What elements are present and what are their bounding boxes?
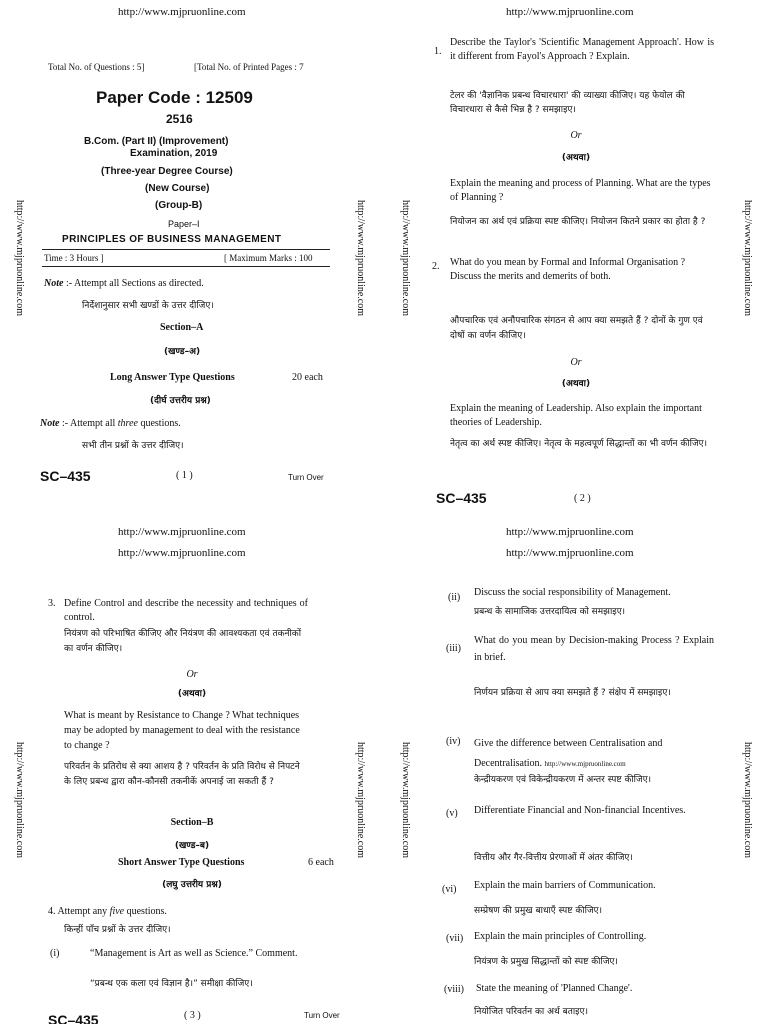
note-2-text-c: questions.	[137, 418, 181, 429]
side-url-left[interactable]: http://www.mjpruonline.com	[14, 742, 25, 859]
turn-over: Turn Over	[288, 473, 324, 482]
item-vii-hindi: नियंत्रण के प्रमुख सिद्धान्तों को स्पष्ट कीजिए।	[474, 957, 618, 967]
paper-number: Paper–I	[168, 219, 200, 229]
note-1	[44, 278, 204, 290]
page-1	[0, 0, 384, 512]
item-v-number: (v)	[446, 808, 458, 819]
item-iii-number: (iii)	[446, 643, 461, 654]
long-answer-marks: 20 each	[292, 372, 323, 383]
or-1-hindi: (अथवा)	[561, 153, 591, 163]
item-iii-hindi: निर्णयन प्रक्रिया से आप क्या समझते हैं ? संक्षेप में समझाइए।	[474, 688, 671, 698]
item-v-text: Differentiate Financial and Non-financial Incentives.	[474, 805, 686, 816]
time-label: Time : 3 Hours ]	[44, 253, 104, 263]
item-vi-hindi: सम्प्रेषण की प्रमुख बाधाएँ स्पष्ट कीजिए।	[474, 906, 603, 916]
or-3-hindi: (अथवा)	[177, 689, 207, 699]
item-vii-text: Explain the main principles of Controlling.	[474, 931, 647, 942]
q2-text: What do you mean by Formal and Informal Organisation ? Discuss the merits and demerits of both.	[450, 257, 686, 282]
side-url-right[interactable]: http://www.mjpruonline.com	[742, 200, 753, 317]
header-url[interactable]: http://www.mjpruonline.com	[506, 526, 634, 538]
note-2	[40, 418, 181, 430]
exam-year: Examination, 2019	[130, 148, 218, 159]
q1-text: Describe the Taylor's 'Scientific Management Approach'. How is it different from Fayol's Approach ? Explain.	[450, 37, 714, 62]
item-iv-text-span: Give the difference between Centralisation and Decentralisation.	[474, 738, 663, 769]
note-2-text-b: three	[117, 418, 138, 429]
short-answer-marks: 6 each	[308, 857, 334, 868]
divider-bottom	[42, 266, 330, 267]
item-vi-text: Explain the main barriers of Communication.	[474, 880, 656, 891]
page-4	[384, 512, 768, 1024]
subject-title: PRINCIPLES OF BUSINESS MANAGEMENT	[62, 234, 282, 245]
side-url-right[interactable]: http://www.mjpruonline.com	[742, 742, 753, 859]
code-2516: 2516	[166, 112, 193, 126]
side-url-left[interactable]: http://www.mjpruonline.com	[400, 742, 411, 859]
side-url-right[interactable]: http://www.mjpruonline.com	[355, 742, 366, 859]
note-2-text-a: :- Attempt all	[61, 418, 118, 429]
item-viii-number: (viii)	[444, 984, 464, 995]
qi-number: (i)	[50, 948, 60, 959]
new-course: (New Course)	[145, 183, 210, 194]
q2-number: 2.	[432, 261, 440, 272]
max-marks: [ Maximum Marks : 100	[224, 253, 313, 263]
page-2	[384, 0, 768, 512]
note-1-hindi: निर्देशानुसार सभी खण्डों के उत्तर दीजिए।	[82, 301, 214, 311]
q3-hindi: नियंत्रण को परिभाषित कीजिए और नियंत्रण की आवश्यकता एवं तकनीकों का वर्णन कीजिए।	[64, 629, 302, 654]
paper-code: Paper Code : 12509	[96, 88, 253, 107]
q2b-hindi: नेतृत्व का अर्थ स्पष्ट कीजिए। नेतृत्व के महत्वपूर्ण सिद्धान्तों का भी वर्णन कीजिए।	[450, 439, 708, 449]
header-url[interactable]: http://www.mjpruonline.com	[118, 526, 246, 538]
note-label: Note	[44, 278, 64, 289]
item-iv-number: (iv)	[446, 736, 461, 747]
page-3	[0, 512, 384, 1024]
inline-url[interactable]: http://www.mjpruonline.com	[544, 760, 626, 768]
divider-top	[42, 249, 330, 250]
q1-number: 1.	[434, 46, 442, 57]
group-label: (Group-B)	[155, 200, 203, 211]
header-url-2[interactable]: http://www.mjpruonline.com	[506, 547, 634, 559]
q4-text-a: Attempt any	[57, 906, 110, 917]
footer-code: SC–435	[48, 1012, 99, 1024]
header-url[interactable]: http://www.mjpruonline.com	[506, 6, 634, 18]
degree-course: (Three-year Degree Course)	[101, 166, 233, 177]
long-answer-heading: Long Answer Type Questions	[110, 372, 235, 383]
q1b-text: Explain the meaning and process of Planning. What are the types of Planning ?	[450, 178, 711, 203]
side-url-right[interactable]: http://www.mjpruonline.com	[355, 200, 366, 317]
or-3: Or	[186, 669, 198, 680]
section-a-hindi: (खण्ड–अ)	[164, 347, 201, 357]
page-number: ( 3 )	[184, 1010, 201, 1021]
short-answer-hindi: (लघु उत्तरीय प्रश्न)	[162, 880, 222, 890]
footer-code: SC–435	[436, 490, 487, 506]
q4-text	[48, 906, 167, 918]
note-2-hindi: सभी तीन प्रश्नों के उत्तर दीजिए।	[82, 441, 184, 451]
header-url-2[interactable]: http://www.mjpruonline.com	[118, 547, 246, 559]
item-viii-hindi: नियोजित परिवर्तन का अर्थ बताइए।	[474, 1007, 588, 1017]
turn-over: Turn Over	[304, 1011, 340, 1020]
section-b-hindi: (खण्ड–ब)	[174, 841, 210, 851]
q1-hindi: टेलर की 'वैज्ञानिक प्रबन्ध विचारधारा' की व्याख्या कीजिए। यह फेयोल की विचारधारा से कैसे भिन्न है ? समझाइए।	[450, 91, 685, 115]
item-ii-number: (ii)	[448, 592, 461, 603]
short-answer-heading: Short Answer Type Questions	[118, 857, 245, 868]
item-vii-number: (vii)	[446, 933, 464, 944]
course-title: B.Com. (Part II) (Improvement)	[84, 136, 229, 147]
page-number: ( 1 )	[176, 470, 193, 481]
item-iii-text: What do you mean by Decision-making Process ? Explain in brief.	[474, 635, 714, 663]
item-v-hindi: वित्तीय और गैर-वित्तीय प्रेरणाओं में अंतर कीजिए।	[474, 853, 633, 863]
item-vi-number: (vi)	[442, 884, 457, 895]
item-iv-hindi: केन्द्रीयकरण एवं विकेन्द्रीयकरण में अन्तर स्पष्ट कीजिए।	[474, 775, 652, 785]
or-1: Or	[570, 130, 582, 141]
q3b-text: What is meant by Resistance to Change ? What techniques may be adopted by management to deal with the resistance to change ?	[64, 710, 300, 751]
total-questions: Total No. of Questions : 5]	[48, 62, 145, 72]
or-2-hindi: (अथवा)	[561, 379, 591, 389]
qi-text: “Management is Art as well as Science.” Comment.	[90, 948, 298, 959]
header-url[interactable]: http://www.mjpruonline.com	[118, 6, 246, 18]
total-pages: [Total No. of Printed Pages : 7	[194, 62, 304, 72]
q3-text: Define Control and describe the necessity and techniques of control.	[64, 598, 308, 623]
side-url-left[interactable]: http://www.mjpruonline.com	[400, 200, 411, 317]
q2-hindi: औपचारिक एवं अनौपचारिक संगठन से आप क्या समझते हैं ? दोनों के गुण एवं दोषों का वर्णन कीजिए।	[450, 316, 703, 341]
qi-hindi: “प्रबन्ध एक कला एवं विज्ञान है।” समीक्षा कीजिए।	[90, 979, 253, 989]
page-number: ( 2 )	[574, 493, 591, 504]
item-iv-text	[474, 734, 714, 774]
q3b-hindi: परिवर्तन के प्रतिरोध से क्या आशय है ? परिवर्तन के प्रति विरोध से निपटने के लिए प्रबन्ध द्वारा कौन-कौनसी तकनीकें अपनाई जा सकती हैं ?	[64, 762, 300, 787]
section-a: Section–A	[160, 322, 204, 333]
note-1-text: :- Attempt all Sections as directed.	[65, 278, 204, 289]
q3-number: 3.	[48, 598, 56, 609]
q1b-hindi: नियोजन का अर्थ एवं प्रक्रिया स्पष्ट कीजिए। नियोजन कितने प्रकार का होता है ?	[450, 217, 706, 227]
q4-text-c: questions.	[124, 906, 167, 917]
or-2: Or	[570, 357, 582, 368]
q2b-text: Explain the meaning of Leadership. Also explain the important theories of Leadership.	[450, 403, 702, 428]
section-b: Section–B	[170, 817, 214, 828]
item-ii-text: Discuss the social responsibility of Management.	[474, 587, 671, 598]
q4-hindi: किन्हीं पाँच प्रश्नों के उत्तर दीजिए।	[64, 925, 171, 935]
footer-code: SC–435	[40, 468, 91, 484]
item-ii-hindi: प्रबन्ध के सामाजिक उत्तरदायित्व को समझाइए।	[474, 607, 626, 617]
note-2-label: Note	[40, 418, 60, 429]
long-answer-hindi: (दीर्घ उत्तरीय प्रश्न)	[150, 396, 211, 406]
q4-text-b: five	[109, 906, 125, 917]
item-viii-text: State the meaning of 'Planned Change'.	[476, 983, 633, 994]
q4-number: 4.	[48, 906, 56, 917]
side-url-left[interactable]: http://www.mjpruonline.com	[14, 200, 25, 317]
